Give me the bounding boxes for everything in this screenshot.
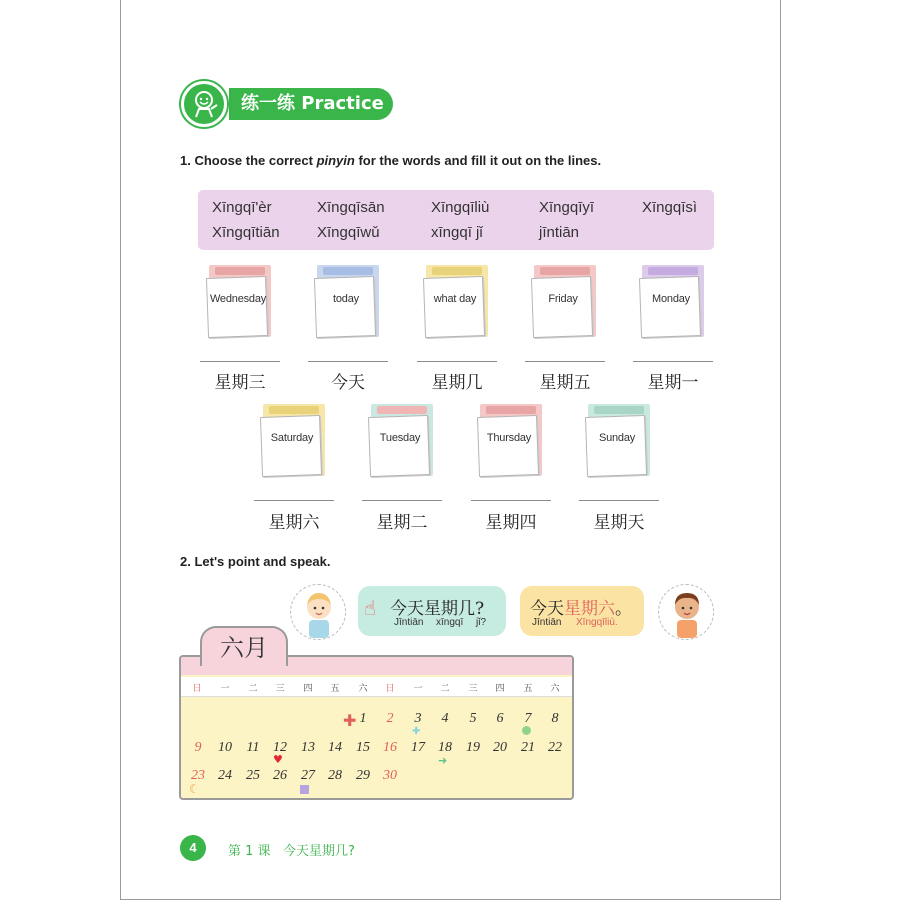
calendar-word: Tuesday [379,432,421,444]
weekday-label: 二 [248,684,258,694]
question-text-emphasis: pinyin [316,153,355,168]
hanzi-word: 星期六 [268,513,320,533]
calendar-day: 10 [218,740,232,755]
calendar-day: 3 [414,711,422,726]
footer-lesson-title: 今天星期几? [282,844,355,859]
bubble-hanzi: 今天 [530,599,564,619]
weekday-label: 四 [495,684,505,694]
hanzi-word: 星期天 [593,513,645,533]
bubble-hanzi: 。 [615,599,632,619]
calendar-card [315,265,381,343]
cross-icon: ✚ [343,711,357,730]
calendar-day: 16 [383,740,397,755]
calendar-day: 1 [359,711,367,726]
calendar-card [640,265,706,343]
month-title-tab: 六月 [200,626,288,666]
section-title-cn: 练一练 [241,93,295,114]
calendar-card [369,404,435,482]
calendar-day: 9 [194,740,202,755]
answer-line[interactable] [525,361,605,362]
bubble-pinyin: xīngqī [436,617,464,628]
heart-icon: ♥ [273,753,283,766]
calendar-day: 4 [441,711,449,726]
hanzi-word: 星期四 [485,513,537,533]
calendar-day: 25 [246,768,260,783]
answer-line[interactable] [417,361,497,362]
calendar-day: 7 [524,711,532,726]
hanzi-word: 星期五 [539,373,591,393]
weekday-label: 三 [468,684,478,694]
answer-line[interactable] [471,500,551,501]
answer-line[interactable] [579,500,659,501]
arrow-right-icon: ➜ [438,754,448,767]
plus-icon: ✚ [412,726,421,737]
speech-bubble-question [358,586,506,636]
calendar-day: 19 [466,740,480,755]
hanzi-word: 星期几 [431,373,483,393]
calendar-day: 2 [386,711,394,726]
answer-line[interactable] [308,361,388,362]
answer-line[interactable] [362,500,442,501]
calendar-day: 29 [356,768,370,783]
question-text-post: for the words and fill it out on the lines. [354,153,602,168]
question-text-pre: Choose the correct [194,153,317,168]
girl-avatar [290,584,346,640]
weekday-row [181,677,572,697]
calendar-day: 21 [521,740,535,755]
calendar-word: Wednesday [209,293,267,305]
calendar-word: Monday [652,293,690,305]
pointing-hand-icon: ☝ [364,596,377,620]
question-number: 2. [180,554,191,569]
calendar-day: 5 [469,711,477,726]
calendar-card [207,265,273,343]
weekday-label: 五 [330,684,340,694]
calendar-day: 30 [383,768,397,783]
boy-avatar [658,584,714,640]
calendar-word: what day [433,293,477,305]
answer-line[interactable] [633,361,713,362]
calendar-day: 15 [356,740,370,755]
question-number: 1. [180,153,191,168]
weekday-label: 一 [413,684,423,694]
square-icon [300,785,309,794]
section-title-badge [229,88,393,120]
pinyin-option: xīngqī jǐ [431,224,483,241]
footer-lesson-number: 第 1 课 [228,844,271,859]
calendar-day: 13 [301,740,315,755]
calendar-word: Sunday [598,432,636,444]
hanzi-word: 星期一 [647,373,699,393]
weekday-label: 四 [303,684,313,694]
weekday-label: 日 [385,684,395,694]
calendar-word: Saturday [270,432,314,444]
weekday-label: 日 [192,684,202,694]
calendar-day: 24 [218,768,232,783]
calendar-day: 11 [246,740,260,755]
calendar-card [532,265,598,343]
calendar-day: 20 [493,740,507,755]
calendar-day: 12 [273,740,287,755]
calendar-day: 27 [301,768,315,783]
bubble-pinyin: Jīntiān [394,617,424,628]
pinyin-option: Xīngqī'èr [212,199,272,216]
calendar-card [424,265,490,343]
circle-icon [522,726,531,735]
calendar-day: 22 [548,740,562,755]
hanzi-word: 今天 [331,373,365,393]
pinyin-option: Xīngqīyī [539,199,595,216]
question-2 [180,554,330,569]
weekday-label: 一 [220,684,230,694]
moon-icon: ☾ [189,782,200,796]
calendar-word: Thursday [486,432,532,444]
footer-lesson [228,840,355,859]
calendar-day: 17 [411,740,425,755]
pinyin-option: Xīngqīwǔ [317,224,380,241]
section-title-en: Practice [301,93,384,114]
pinyin-option: Xīngqīsān [317,199,385,216]
smiling-child-logo-icon [181,81,227,127]
calendar-day: 8 [551,711,559,726]
calendar-day: 18 [438,740,452,755]
month-calendar [179,655,574,800]
question-1 [180,153,601,168]
hanzi-word: 星期二 [376,513,428,533]
page-number-badge: 4 [180,835,206,861]
pinyin-option: Xīngqīsì [642,199,698,216]
answer-line[interactable] [254,500,334,501]
weekday-label: 六 [550,684,560,694]
calendar-day: 14 [328,740,342,755]
calendar-day: 28 [328,768,342,783]
speech-bubble-answer [520,586,644,636]
calendar-card [478,404,544,482]
calendar-word: Friday [548,293,578,305]
calendar-day: 23 [191,768,205,783]
bubble-hanzi: 今天星期几? [390,599,485,619]
pinyin-option: Xīngqīliù [431,199,490,216]
bubble-pinyin: Jīntiān [532,617,562,628]
calendar-day: 26 [273,768,287,783]
bubble-pinyin-highlight: Xīngqīliù. [576,617,618,628]
calendar-card [261,404,327,482]
pinyin-option: jīntiān [539,224,580,241]
hanzi-word: 星期三 [214,373,266,393]
calendar-card [586,404,652,482]
weekday-label: 五 [523,684,533,694]
bubble-hanzi-highlight: 星期六 [564,599,615,619]
pinyin-option: Xīngqītiān [212,224,280,241]
question-text: Let's point and speak. [194,554,331,569]
weekday-label: 三 [275,684,285,694]
weekday-label: 二 [440,684,450,694]
weekday-label: 六 [358,684,368,694]
calendar-word: today [333,293,359,305]
calendar-day: 6 [496,711,504,726]
bubble-pinyin: jǐ? [476,617,487,628]
answer-line[interactable] [200,361,280,362]
